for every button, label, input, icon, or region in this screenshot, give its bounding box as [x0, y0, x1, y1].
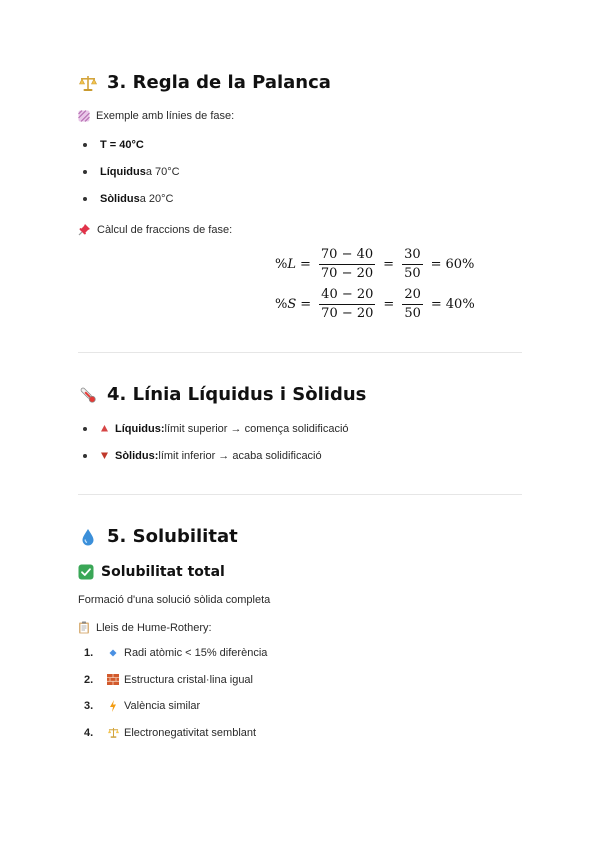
thermometer-icon	[78, 385, 98, 405]
down-triangle-icon	[100, 451, 109, 460]
formula-liquid	[275, 244, 475, 284]
balance-scale-icon	[78, 73, 98, 93]
numerator: 70 − 40	[319, 248, 375, 265]
section-4-title: 4. Línia Líquidus i Sòlidus	[107, 384, 367, 405]
list-item	[78, 415, 498, 442]
list-number: 1.	[84, 647, 94, 660]
formula-result: 40%	[445, 296, 475, 312]
rule-text: Radi atòmic < 15% diferència	[124, 647, 268, 660]
liquidus-solidus-list	[78, 415, 498, 469]
brick-icon	[104, 674, 122, 685]
fraction	[319, 288, 375, 320]
small-blue-diamond-icon	[104, 649, 122, 657]
rules-label-text: Lleis de Hume-Rothery:	[96, 621, 212, 634]
list-item	[78, 158, 378, 185]
divider	[78, 352, 522, 353]
list-item	[78, 640, 378, 667]
list-item	[78, 185, 378, 212]
subtitle-text: Solubilitat total	[101, 564, 225, 580]
clipboard-icon	[78, 621, 90, 634]
equals-sign: =	[300, 296, 312, 312]
bullet-bold: Líquidus	[100, 165, 146, 178]
bullet-text: T = 40°C	[100, 138, 144, 151]
formula-lhs-var: L	[287, 256, 296, 272]
solubility-subtitle	[78, 564, 225, 580]
water-drop-icon	[78, 527, 98, 547]
list-item	[78, 720, 378, 747]
bullet-text: límit superior → comença solidificació	[164, 422, 349, 435]
section-4-heading	[78, 384, 366, 405]
rule-text: Estructura cristal·lina igual	[124, 673, 253, 686]
calc-label	[78, 223, 232, 236]
equals-sign: =	[430, 296, 442, 312]
bullet-bold: Líquidus:	[115, 422, 165, 435]
list-item	[78, 442, 498, 469]
barber-pole-icon	[78, 110, 90, 122]
formula-lhs-pct: %	[275, 256, 288, 272]
equals-sign: =	[430, 256, 442, 272]
denominator: 50	[404, 265, 421, 281]
divider	[78, 494, 522, 495]
formula-result: 60%	[445, 256, 475, 272]
denominator: 50	[404, 305, 421, 321]
equals-sign: =	[383, 296, 395, 312]
bullet-text: a 70°C	[145, 165, 180, 178]
balance-scale-icon	[104, 726, 122, 739]
fraction	[319, 248, 375, 280]
section-3-heading	[78, 72, 331, 93]
list-number: 3.	[84, 700, 94, 713]
check-mark-icon	[78, 564, 94, 580]
equals-sign: =	[300, 256, 311, 272]
numerator: 20	[402, 288, 423, 305]
solubility-description: Formació d'una solució sòlida completa	[78, 594, 271, 606]
fraction	[402, 288, 423, 320]
example-label-text: Exemple amb línies de fase:	[96, 110, 235, 122]
section-5-heading	[78, 526, 238, 547]
pushpin-icon	[78, 223, 91, 236]
denominator: 70 − 20	[320, 265, 374, 281]
list-number: 4.	[84, 726, 94, 739]
equals-sign: =	[383, 256, 395, 272]
formula-solid	[275, 284, 475, 324]
list-item	[78, 131, 378, 158]
bullet-bold: Sòlidus:	[115, 449, 159, 462]
denominator: 70 − 20	[321, 305, 374, 321]
section-3-title: 3. Regla de la Palanca	[107, 72, 331, 93]
rule-text: València similar	[124, 700, 201, 713]
hume-rothery-list	[78, 640, 378, 746]
formula-block	[275, 244, 475, 324]
list-item	[78, 667, 378, 694]
bullet-text: a 20°C	[139, 192, 174, 205]
bullet-bold: Sòlidus	[100, 192, 140, 205]
numerator: 30	[402, 248, 423, 265]
example-label	[78, 110, 234, 122]
section-5-title: 5. Solubilitat	[107, 526, 238, 547]
list-number: 2.	[84, 673, 94, 686]
formula-lhs-pct: %	[275, 296, 288, 312]
formula-lhs-var: S	[287, 296, 297, 312]
numerator: 40 − 20	[319, 288, 375, 305]
lightning-icon	[104, 700, 122, 712]
fraction	[402, 248, 423, 280]
list-item	[78, 693, 378, 720]
calc-label-text: Càlcul de fraccions de fase:	[97, 223, 233, 236]
example-bullet-list	[78, 131, 378, 212]
up-triangle-icon	[100, 424, 109, 433]
bullet-text: límit inferior → acaba solidificació	[158, 449, 322, 462]
rules-label	[78, 621, 212, 634]
rule-text: Electronegativitat semblant	[124, 726, 257, 739]
